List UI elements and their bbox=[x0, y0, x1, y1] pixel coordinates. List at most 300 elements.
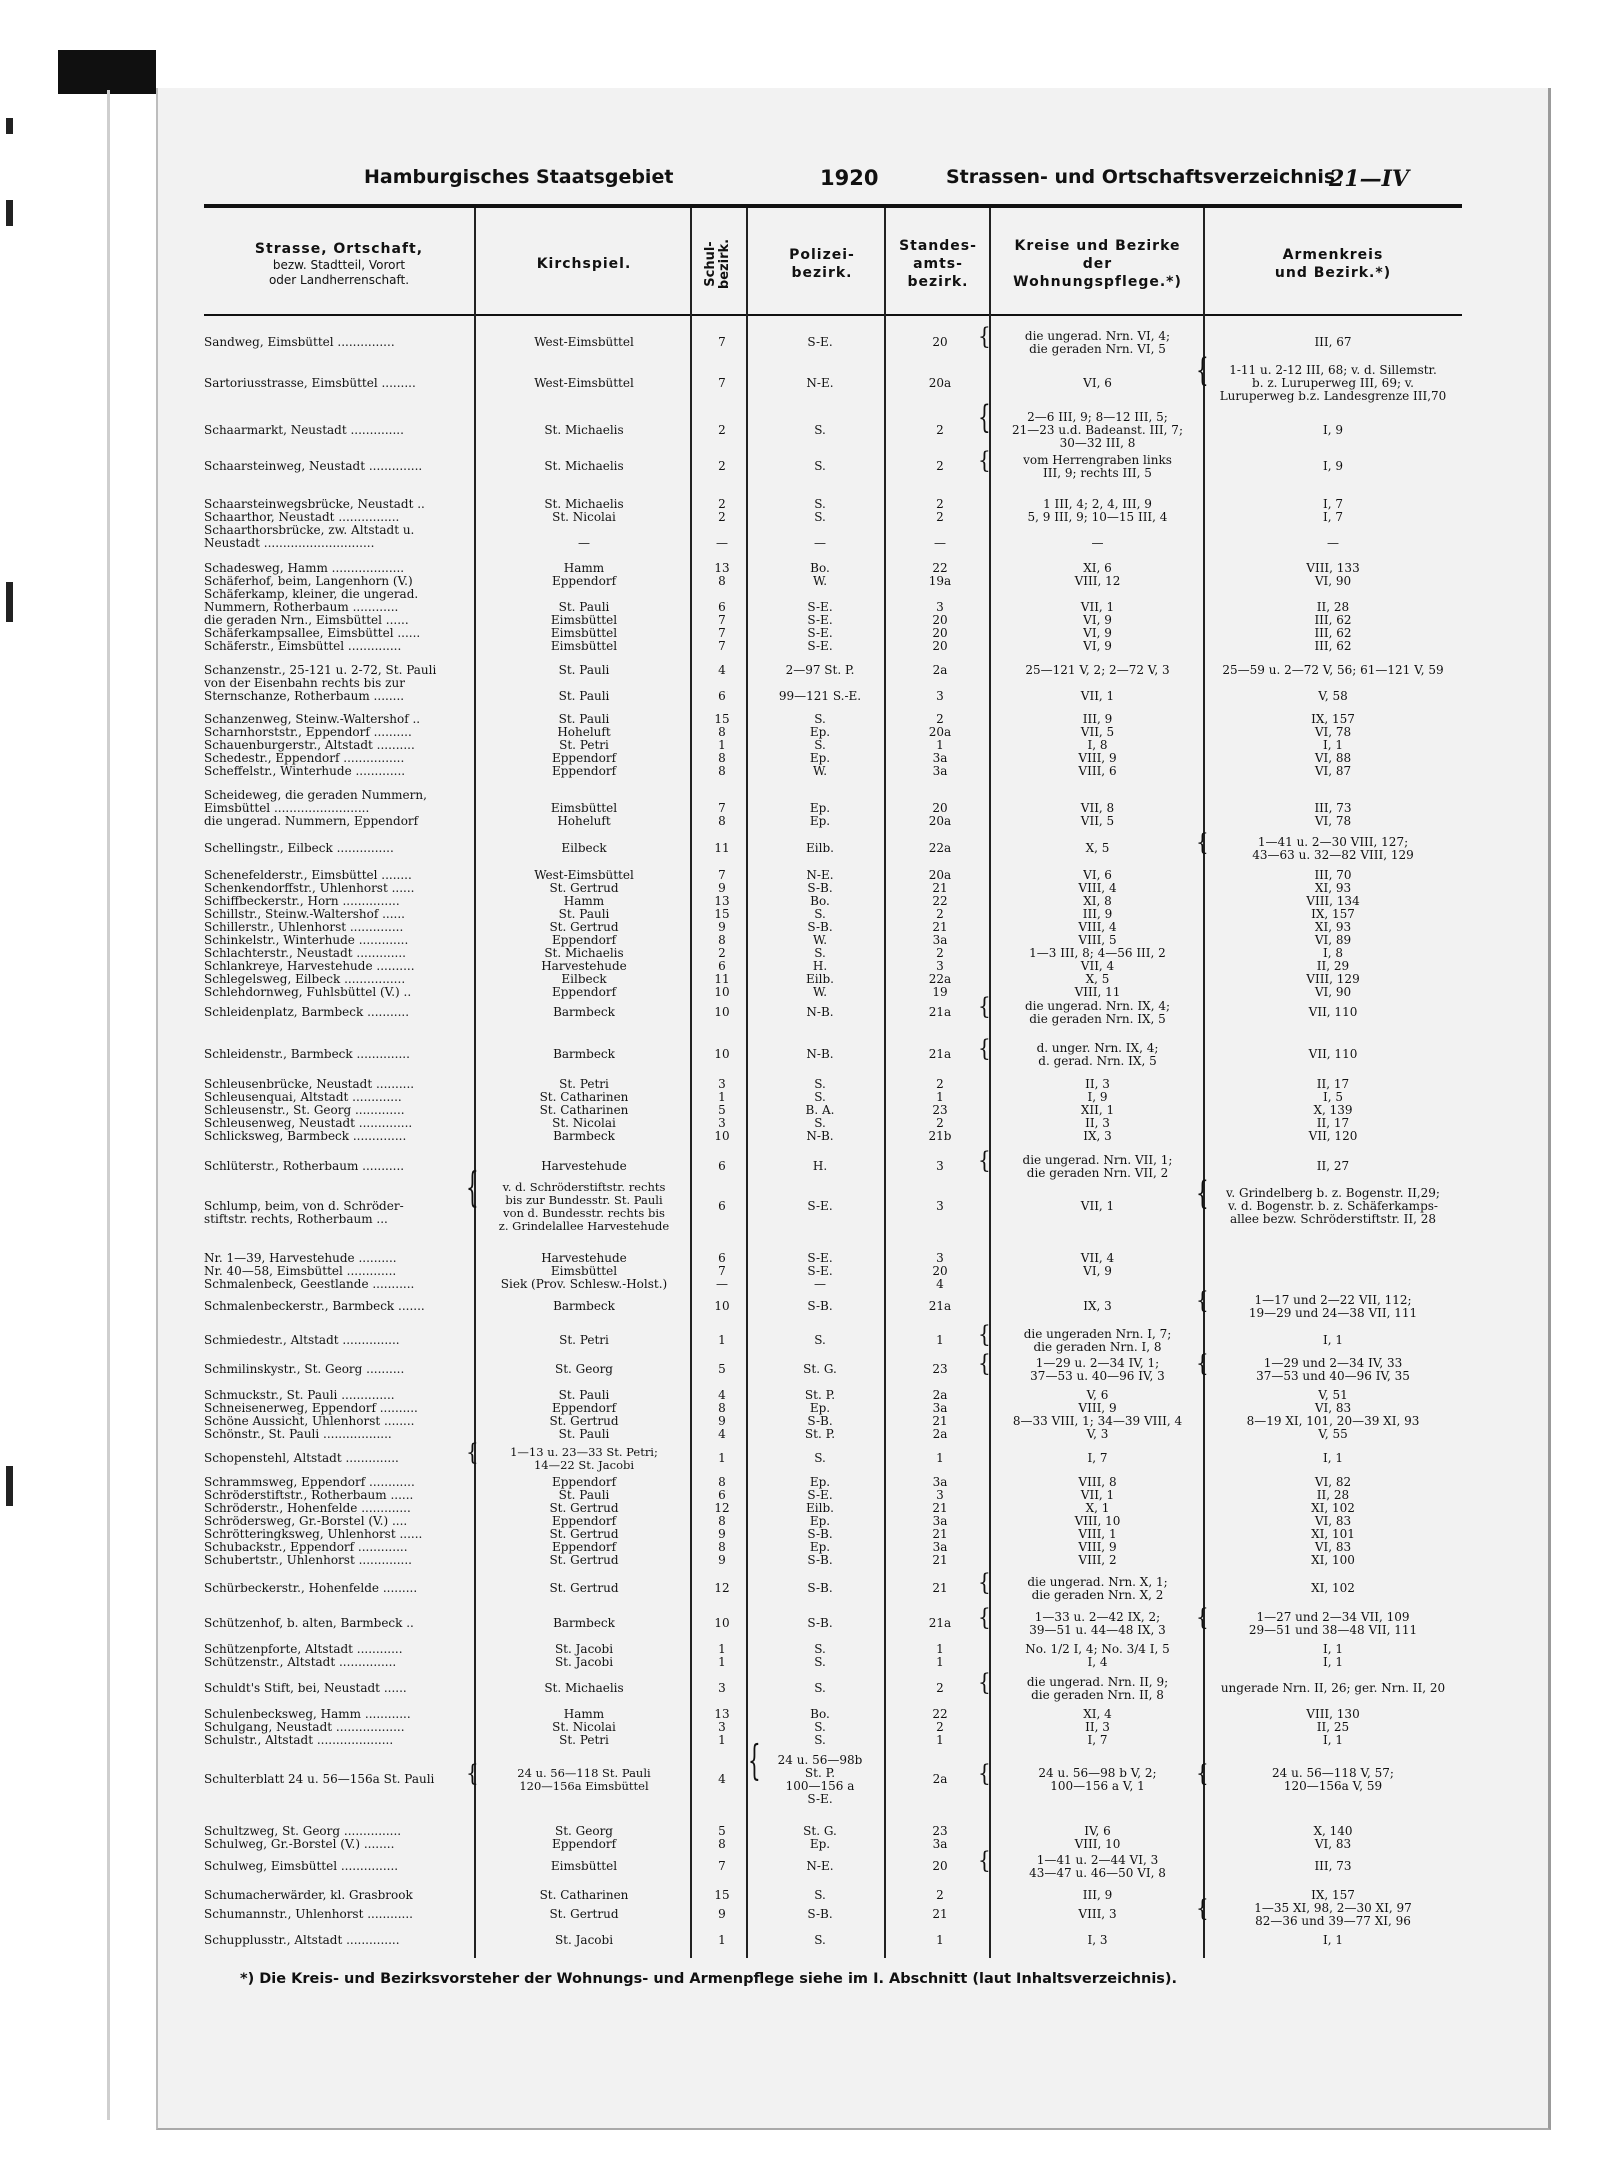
polizeibezirk-cell: B. A. bbox=[805, 1103, 835, 1117]
schulbezirk-cell: 8 bbox=[718, 814, 726, 828]
schulbezirk-cell: 8 bbox=[718, 933, 726, 947]
wohnungspflege-cell: die ungerad. Nrn. II, 9; bbox=[1026, 1674, 1169, 1689]
polizeibezirk-cell: 24 u. 56—98b bbox=[777, 1752, 863, 1767]
standesamt-cell: 21 bbox=[932, 1553, 948, 1567]
standesamt-cell: 21 bbox=[932, 1414, 948, 1428]
wohnungspflege-cell: VIII, 9 bbox=[1078, 1401, 1117, 1415]
kirchspiel-cell: St. Pauli bbox=[558, 663, 610, 677]
kirchspiel-cell: St. Jacobi bbox=[554, 1655, 614, 1669]
kirchspiel-cell: Eimsbüttel bbox=[550, 626, 618, 640]
armenkreis-cell: V, 58 bbox=[1318, 689, 1348, 703]
armenkreis-cell: VI, 83 bbox=[1314, 1540, 1352, 1554]
wohnungspflege-cell: d. unger. Nrn. IX, 4; bbox=[1036, 1040, 1159, 1055]
brace-mark: { bbox=[1196, 1348, 1209, 1377]
col-title-line: Schul- bbox=[702, 241, 718, 287]
standesamt-cell: 2 bbox=[936, 712, 944, 726]
polizeibezirk-cell: S. bbox=[814, 1655, 826, 1669]
kirchspiel-cell: Eilbeck bbox=[561, 972, 607, 986]
polizeibezirk-cell: S. bbox=[814, 1077, 826, 1091]
wohnungspflege-cell: die ungeraden Nrn. I, 7; bbox=[1023, 1326, 1172, 1341]
polizeibezirk-cell: S. bbox=[814, 946, 826, 960]
kirchspiel-cell: West-Eimsbüttel bbox=[534, 335, 634, 349]
schulbezirk-cell: 15 bbox=[714, 712, 730, 726]
street-cell: Schubertstr., Uhlenhorst .............. bbox=[204, 1554, 412, 1567]
armenkreis-cell: VIII, 130 bbox=[1306, 1707, 1360, 1721]
kirchspiel-cell: St. Jacobi bbox=[554, 1933, 614, 1947]
schulbezirk-cell: 7 bbox=[718, 801, 726, 815]
footnote: *) Die Kreis- und Bezirksvorsteher der Wohnungs- und Armenpflege siehe im I. Abschnitt (laut Inhaltsverzeichnis). bbox=[240, 1971, 1178, 1987]
schulbezirk-cell: 12 bbox=[714, 1581, 730, 1595]
schulbezirk-cell: 7 bbox=[718, 626, 726, 640]
standesamt-cell: 21a bbox=[928, 1616, 952, 1630]
schulbezirk-cell: 11 bbox=[714, 972, 730, 986]
polizeibezirk-cell: S. bbox=[814, 1720, 826, 1734]
wohnungspflege-cell: VII, 1 bbox=[1080, 689, 1115, 703]
kirchspiel-cell: St. Pauli bbox=[558, 1488, 610, 1502]
wohnungspflege-cell: I, 9 bbox=[1087, 1090, 1108, 1104]
street-cell: Schumacherwärder, kl. Grasbrook bbox=[204, 1889, 413, 1902]
kirchspiel-cell: St. Georg bbox=[554, 1824, 613, 1838]
street-cell: Schenefelderstr., Eimsbüttel ........ bbox=[204, 869, 412, 882]
street-cell: Schlicksweg, Barmbeck .............. bbox=[204, 1130, 407, 1143]
col-title: Kirchspiel. bbox=[536, 256, 632, 272]
kirchspiel-cell: Harvestehude bbox=[541, 1159, 627, 1173]
schulbezirk-cell: 3 bbox=[718, 1116, 726, 1130]
polizeibezirk-cell: Ep. bbox=[809, 751, 831, 765]
standesamt-cell: 3 bbox=[936, 1159, 944, 1173]
armenkreis-cell: IX, 157 bbox=[1311, 907, 1355, 921]
wohnungspflege-cell: I, 3 bbox=[1087, 1933, 1108, 1947]
kirchspiel-cell: St. Nicolai bbox=[552, 1720, 616, 1734]
wohnungspflege-cell: I, 4 bbox=[1087, 1655, 1108, 1669]
street-cell: die geraden Nrn., Eimsbüttel ...... bbox=[204, 614, 409, 627]
polizeibezirk-cell: S. bbox=[814, 1733, 826, 1747]
polizeibezirk-cell: Ep. bbox=[809, 1514, 831, 1528]
armenkreis-cell: VI, 83 bbox=[1314, 1514, 1352, 1528]
street-cell: Schmalenbeckerstr., Barmbeck ....... bbox=[204, 1300, 425, 1313]
street-cell: Schützenpforte, Altstadt ............ bbox=[204, 1643, 403, 1656]
wohnungspflege-cell: die geraden Nrn. I, 8 bbox=[1033, 1339, 1162, 1354]
wohnungspflege-cell: 1—41 u. 2—44 VI, 3 bbox=[1036, 1852, 1159, 1867]
wohnungspflege-cell: VI, 6 bbox=[1083, 868, 1112, 882]
armenkreis-cell: II, 28 bbox=[1316, 600, 1350, 614]
brace-mark: { bbox=[978, 397, 991, 437]
schulbezirk-cell: 10 bbox=[714, 1129, 730, 1143]
schulbezirk-cell: 15 bbox=[714, 1888, 730, 1902]
armenkreis-cell: Luruperweg b.z. Landesgrenze III,70 bbox=[1219, 389, 1447, 403]
polizeibezirk-cell: S. bbox=[814, 712, 826, 726]
brace-mark: { bbox=[978, 321, 991, 350]
head-page-number: 21—IV bbox=[1329, 166, 1409, 192]
wohnungspflege-cell: II, 3 bbox=[1085, 1116, 1110, 1130]
kirchspiel-cell: Hoheluft bbox=[557, 725, 611, 739]
wohnungspflege-cell: die geraden Nrn. VII, 2 bbox=[1026, 1165, 1169, 1180]
armenkreis-cell: VIII, 133 bbox=[1306, 561, 1360, 575]
head-section: Strassen- und Ortschaftsverzeichnis bbox=[946, 166, 1336, 188]
wohnungspflege-cell: 5, 9 III, 9; 10—15 III, 4 bbox=[1027, 510, 1168, 524]
armenkreis-cell: VIII, 134 bbox=[1306, 894, 1360, 908]
wohnungspflege-cell: VIII, 8 bbox=[1078, 1475, 1117, 1489]
wohnungspflege-cell: 24 u. 56—98 b V, 2; bbox=[1038, 1765, 1157, 1780]
wohnungspflege-cell: 25—121 V, 2; 2—72 V, 3 bbox=[1025, 663, 1170, 677]
street-cell: Schenkendorffstr., Uhlenhorst ...... bbox=[204, 882, 415, 895]
armenkreis-cell: II, 28 bbox=[1316, 1488, 1350, 1502]
polizeibezirk-cell: S-E. bbox=[807, 1488, 833, 1502]
armenkreis-cell: II, 25 bbox=[1316, 1720, 1350, 1734]
schulbezirk-cell: 6 bbox=[718, 1251, 726, 1265]
polizeibezirk-cell: S. bbox=[814, 510, 826, 524]
standesamt-cell: 1 bbox=[936, 1642, 944, 1656]
schulbezirk-cell: 4 bbox=[718, 1772, 726, 1786]
armenkreis-cell: 37—53 und 40—96 IV, 35 bbox=[1256, 1368, 1410, 1383]
polizeibezirk-cell: Ep. bbox=[809, 801, 831, 815]
standesamt-cell: 23 bbox=[932, 1103, 948, 1117]
street-cell: Schneisenerweg, Eppendorf .......... bbox=[204, 1402, 418, 1415]
wohnungspflege-cell: III, 9 bbox=[1082, 907, 1113, 921]
col-title: Standes- bbox=[899, 238, 977, 254]
wohnungspflege-cell: VI, 9 bbox=[1083, 1264, 1112, 1278]
standesamt-cell: 22 bbox=[932, 561, 948, 575]
armenkreis-cell: ungerade Nrn. II, 26; ger. Nrn. II, 20 bbox=[1220, 1681, 1446, 1695]
wohnungspflege-cell: 37—53 u. 40—96 IV, 3 bbox=[1030, 1368, 1165, 1383]
polizeibezirk-cell: S. bbox=[814, 1642, 826, 1656]
standesamt-cell: 22 bbox=[932, 1707, 948, 1721]
schulbezirk-cell: 9 bbox=[718, 1553, 726, 1567]
col-sub: bezw. Stadtteil, Vorort bbox=[272, 258, 406, 272]
armenkreis-cell: v. d. Bogenstr. b. z. Schäferkamps- bbox=[1228, 1199, 1438, 1213]
armenkreis-cell: I, 1 bbox=[1322, 1655, 1343, 1669]
armenkreis-cell: VII, 120 bbox=[1308, 1129, 1358, 1143]
wohnungspflege-cell: VIII, 4 bbox=[1078, 920, 1117, 934]
col-title-line: bezirk. bbox=[716, 238, 732, 290]
wohnungspflege-cell: VI, 6 bbox=[1083, 376, 1112, 390]
street-cell: Schützenhof, b. alten, Barmbeck .. bbox=[204, 1617, 414, 1630]
polizeibezirk-cell: H. bbox=[812, 959, 828, 973]
schulbezirk-cell: 9 bbox=[718, 1527, 726, 1541]
wohnungspflege-cell: X, 5 bbox=[1085, 841, 1110, 855]
kirchspiel-cell: West-Eimsbüttel bbox=[534, 868, 634, 882]
armenkreis-cell: 43—63 u. 32—82 VIII, 129 bbox=[1252, 847, 1414, 862]
schulbezirk-cell: 1 bbox=[718, 1733, 726, 1747]
polizeibezirk-cell: 99—121 S.-E. bbox=[778, 689, 862, 703]
street-cell: stiftstr. rechts, Rotherbaum ... bbox=[204, 1213, 388, 1226]
wohnungspflege-cell: VIII, 11 bbox=[1074, 985, 1121, 999]
schulbezirk-cell: 8 bbox=[718, 1475, 726, 1489]
wohnungspflege-cell: VIII, 9 bbox=[1078, 751, 1117, 765]
kirchspiel-cell: St. Pauli bbox=[558, 1388, 610, 1402]
kirchspiel-cell: 1—13 u. 23—33 St. Petri; bbox=[510, 1444, 658, 1459]
polizeibezirk-cell: Bo. bbox=[810, 894, 830, 908]
street-cell: Schulenbecksweg, Hamm ............ bbox=[204, 1708, 411, 1721]
street-cell: Schmilinskystr., St. Georg .......... bbox=[204, 1363, 405, 1376]
armenkreis-cell: VI, 83 bbox=[1314, 1837, 1352, 1851]
armenkreis-cell: I, 5 bbox=[1322, 1090, 1343, 1104]
street-cell: Schillerstr., Uhlenhorst .............. bbox=[204, 921, 404, 934]
wohnungspflege-cell: VIII, 9 bbox=[1078, 1540, 1117, 1554]
armenkreis-cell: VI, 89 bbox=[1314, 933, 1352, 947]
standesamt-cell: 20a bbox=[928, 868, 952, 882]
street-cell: Schedestr., Eppendorf ................ bbox=[204, 752, 405, 765]
standesamt-cell: 21 bbox=[932, 1581, 948, 1595]
schulbezirk-cell: 8 bbox=[718, 725, 726, 739]
schulbezirk-cell: 15 bbox=[714, 907, 730, 921]
polizeibezirk-cell: S-E. bbox=[807, 1264, 833, 1278]
kirchspiel-cell: 14—22 St. Jacobi bbox=[533, 1457, 635, 1472]
schulbezirk-cell: — bbox=[716, 536, 728, 550]
kirchspiel-cell: Eimsbüttel bbox=[550, 801, 618, 815]
armenkreis-cell: 120—156a V, 59 bbox=[1283, 1778, 1383, 1793]
polizeibezirk-cell: W. bbox=[812, 574, 828, 588]
kirchspiel-cell: Barmbeck bbox=[553, 1299, 615, 1313]
polizeibezirk-cell: St. P. bbox=[804, 1765, 836, 1780]
brace-mark: { bbox=[978, 1667, 991, 1696]
kirchspiel-cell: Eimsbüttel bbox=[550, 639, 618, 653]
wohnungspflege-cell: VI, 9 bbox=[1083, 613, 1112, 627]
standesamt-cell: 20 bbox=[932, 626, 948, 640]
schulbezirk-cell: 6 bbox=[718, 1159, 726, 1173]
street-cell: Schaarmarkt, Neustadt .............. bbox=[204, 424, 404, 437]
kirchspiel-cell: St. Pauli bbox=[558, 689, 610, 703]
kirchspiel-cell: 120—156a Eimsbüttel bbox=[519, 1778, 649, 1793]
wohnungspflege-cell: XI, 4 bbox=[1083, 1707, 1112, 1721]
kirchspiel-cell: St. Catharinen bbox=[539, 1090, 629, 1104]
armenkreis-cell: II, 17 bbox=[1316, 1077, 1350, 1091]
armenkreis-cell: I, 1 bbox=[1322, 1451, 1343, 1465]
brace-mark: { bbox=[1196, 827, 1209, 856]
street-cell: Schaarsteinweg, Neustadt .............. bbox=[204, 460, 423, 473]
armenkreis-cell: VI, 88 bbox=[1314, 751, 1352, 765]
armenkreis-cell: 8—19 XI, 101, 20—39 XI, 93 bbox=[1246, 1414, 1420, 1428]
street-cell: Schopenstehl, Altstadt .............. bbox=[204, 1452, 399, 1465]
wohnungspflege-cell: VIII, 12 bbox=[1074, 574, 1121, 588]
wohnungspflege-cell: 100—156 a V, 1 bbox=[1050, 1778, 1145, 1793]
street-cell: Schuldt's Stift, bei, Neustadt ...... bbox=[204, 1682, 407, 1695]
standesamt-cell: 4 bbox=[936, 1277, 944, 1291]
street-cell: Schanzenstr., 25-121 u. 2-72, St. Pauli bbox=[204, 664, 437, 677]
standesamt-cell: 23 bbox=[932, 1824, 948, 1838]
street-cell: Schanzenweg, Steinw.-Waltershof .. bbox=[204, 713, 421, 726]
polizeibezirk-cell: Ep. bbox=[809, 1401, 831, 1415]
street-cell: Schürbeckerstr., Hohenfelde ......... bbox=[204, 1582, 418, 1595]
standesamt-cell: 20 bbox=[932, 1264, 948, 1278]
street-cell: Schulstr., Altstadt .................... bbox=[204, 1734, 394, 1747]
standesamt-cell: 3a bbox=[932, 751, 948, 765]
polizeibezirk-cell: Ep. bbox=[809, 1837, 831, 1851]
street-cell: Schinkelstr., Winterhude ............. bbox=[204, 934, 409, 947]
kirchspiel-cell: Barmbeck bbox=[553, 1616, 615, 1630]
standesamt-cell: 22a bbox=[928, 972, 952, 986]
kirchspiel-cell: Eppendorf bbox=[551, 1540, 617, 1554]
standesamt-cell: 21 bbox=[932, 1527, 948, 1541]
schulbezirk-cell: 4 bbox=[718, 663, 726, 677]
armenkreis-cell: allee bezw. Schröderstiftstr. II, 28 bbox=[1229, 1212, 1437, 1226]
schulbezirk-cell: — bbox=[716, 1277, 728, 1291]
kirchspiel-cell: St. Nicolai bbox=[552, 1116, 616, 1130]
brace-mark: { bbox=[978, 1602, 991, 1631]
street-cell: Schönstr., St. Pauli .................. bbox=[204, 1428, 392, 1441]
standesamt-cell: 2 bbox=[936, 1681, 944, 1695]
armenkreis-cell: VI, 78 bbox=[1314, 725, 1352, 739]
standesamt-cell: 3a bbox=[932, 1401, 948, 1415]
polizeibezirk-cell: S. bbox=[814, 1333, 826, 1347]
kirchspiel-cell: St. Pauli bbox=[558, 907, 610, 921]
kirchspiel-cell: St. Gertrud bbox=[549, 920, 619, 934]
kirchspiel-cell: 24 u. 56—118 St. Pauli bbox=[517, 1765, 651, 1780]
street-cell: Schlüterstr., Rotherbaum ........... bbox=[204, 1160, 405, 1173]
armenkreis-cell: 25—59 u. 2—72 V, 56; 61—121 V, 59 bbox=[1222, 663, 1444, 677]
wohnungspflege-cell: I, 8 bbox=[1087, 738, 1108, 752]
polizeibezirk-cell: St. G. bbox=[803, 1362, 837, 1376]
street-cell: Schauenburgerstr., Altstadt .......... bbox=[204, 739, 415, 752]
armenkreis-cell: IX, 157 bbox=[1311, 712, 1355, 726]
schulbezirk-cell: 4 bbox=[718, 1427, 726, 1441]
standesamt-cell: 3 bbox=[936, 1199, 944, 1213]
standesamt-cell: 20a bbox=[928, 814, 952, 828]
kirchspiel-cell: Siek (Prov. Schlesw.-Holst.) bbox=[500, 1277, 668, 1291]
armenkreis-cell: 1—35 XI, 98, 2—30 XI, 97 bbox=[1254, 1900, 1412, 1915]
armenkreis-cell: II, 17 bbox=[1316, 1116, 1350, 1130]
street-cell: Schrammsweg, Eppendorf ............ bbox=[204, 1476, 415, 1489]
wohnungspflege-cell: VII, 8 bbox=[1080, 801, 1115, 815]
street-cell: Schaarsteinwegsbrücke, Neustadt .. bbox=[204, 498, 425, 511]
schulbezirk-cell: 10 bbox=[714, 1299, 730, 1313]
street-cell: Schäferstr., Eimsbüttel .............. bbox=[204, 640, 402, 653]
kirchspiel-cell: Eppendorf bbox=[551, 751, 617, 765]
street-cell: Schleidenstr., Barmbeck .............. bbox=[204, 1048, 410, 1061]
brace-mark: { bbox=[1196, 1893, 1209, 1922]
schulbezirk-cell: 1 bbox=[718, 1451, 726, 1465]
polizeibezirk-cell: Eilb. bbox=[806, 841, 834, 855]
standesamt-cell: 20 bbox=[932, 639, 948, 653]
standesamt-cell: 2 bbox=[936, 907, 944, 921]
standesamt-cell: 20 bbox=[932, 801, 948, 815]
brace-mark: { bbox=[466, 1437, 479, 1466]
standesamt-cell: 3 bbox=[936, 1488, 944, 1502]
polizeibezirk-cell: H. bbox=[812, 1159, 828, 1173]
schulbezirk-cell: 8 bbox=[718, 764, 726, 778]
street-cell: Scheideweg, die geraden Nummern, bbox=[204, 789, 427, 802]
wohnungspflege-cell: VIII, 10 bbox=[1074, 1514, 1121, 1528]
kirchspiel-cell: St. Petri bbox=[559, 1733, 609, 1747]
armenkreis-cell: III, 62 bbox=[1314, 639, 1352, 653]
standesamt-cell: 1 bbox=[936, 1733, 944, 1747]
armenkreis-cell: VI, 90 bbox=[1314, 985, 1352, 999]
street-cell: Nr. 40—58, Eimsbüttel ............. bbox=[204, 1265, 397, 1278]
polizeibezirk-cell: Bo. bbox=[810, 1707, 830, 1721]
kirchspiel-cell: St. Pauli bbox=[558, 712, 610, 726]
wohnungspflege-cell: VIII, 1 bbox=[1078, 1527, 1117, 1541]
standesamt-cell: 3a bbox=[932, 933, 948, 947]
wohnungspflege-cell: VIII, 3 bbox=[1078, 1907, 1117, 1921]
wohnungspflege-cell: III, 9 bbox=[1082, 712, 1113, 726]
col-title: bezirk. bbox=[907, 274, 969, 290]
brace-mark: { bbox=[748, 1734, 761, 1785]
standesamt-cell: 3 bbox=[936, 689, 944, 703]
wohnungspflege-cell: VII, 1 bbox=[1080, 600, 1115, 614]
standesamt-cell: 21 bbox=[932, 920, 948, 934]
polizeibezirk-cell: St. P. bbox=[804, 1388, 836, 1402]
wohnungspflege-cell: VI, 9 bbox=[1083, 639, 1112, 653]
kirchspiel-cell: Eppendorf bbox=[551, 1401, 617, 1415]
polizeibezirk-cell: S. bbox=[814, 1933, 826, 1947]
schulbezirk-cell: 7 bbox=[718, 335, 726, 349]
wohnungspflege-cell: IX, 3 bbox=[1083, 1299, 1112, 1313]
col-title: Armenkreis bbox=[1282, 247, 1384, 263]
schulbezirk-cell: 10 bbox=[714, 1047, 730, 1061]
kirchspiel-cell: Eimsbüttel bbox=[550, 1264, 618, 1278]
polizeibezirk-cell: S-E. bbox=[807, 1199, 833, 1213]
armenkreis-cell: 1—29 und 2—34 IV, 33 bbox=[1263, 1355, 1403, 1370]
polizeibezirk-cell: Ep. bbox=[809, 814, 831, 828]
head-year: 1920 bbox=[820, 166, 879, 190]
standesamt-cell: 1 bbox=[936, 1090, 944, 1104]
brace-mark: { bbox=[1196, 1173, 1209, 1213]
wohnungspflege-cell: die ungerad. Nrn. IX, 4; bbox=[1024, 998, 1171, 1013]
armenkreis-cell: I, 9 bbox=[1322, 459, 1343, 473]
street-cell: Schleidenplatz, Barmbeck ........... bbox=[204, 1006, 410, 1019]
standesamt-cell: 3 bbox=[936, 959, 944, 973]
wohnungspflege-cell: VIII, 2 bbox=[1078, 1553, 1117, 1567]
standesamt-cell: 1 bbox=[936, 1655, 944, 1669]
kirchspiel-cell: Eppendorf bbox=[551, 1514, 617, 1528]
street-cell: Schäferhof, beim, Langenhorn (V.) bbox=[204, 575, 413, 588]
kirchspiel-cell: Eppendorf bbox=[551, 1837, 617, 1851]
kirchspiel-cell: St. Gertrud bbox=[549, 1581, 619, 1595]
armenkreis-cell: 82—36 und 39—77 XI, 96 bbox=[1255, 1913, 1411, 1928]
armenkreis-cell: I, 1 bbox=[1322, 1642, 1343, 1656]
brace-mark: { bbox=[978, 1145, 991, 1174]
armenkreis-cell: VI, 87 bbox=[1314, 764, 1352, 778]
armenkreis-cell: 1-11 u. 2-12 III, 68; v. d. Sillemstr. bbox=[1229, 363, 1437, 377]
polizeibezirk-cell: 100—156 a bbox=[785, 1778, 855, 1793]
wohnungspflege-cell: 39—51 u. 44—48 IX, 3 bbox=[1029, 1622, 1166, 1637]
wohnungspflege-cell: I, 7 bbox=[1087, 1733, 1108, 1747]
wohnungspflege-cell: VII, 4 bbox=[1080, 1251, 1115, 1265]
col-title: Wohnungspflege.*) bbox=[1013, 274, 1182, 290]
schulbezirk-cell: 6 bbox=[718, 1199, 726, 1213]
armenkreis-cell: XI, 101 bbox=[1311, 1527, 1355, 1541]
wohnungspflege-cell: 21—23 u.d. Badeanst. III, 7; bbox=[1012, 423, 1183, 437]
schulbezirk-cell: 9 bbox=[718, 1907, 726, 1921]
wohnungspflege-cell: VIII, 10 bbox=[1074, 1837, 1121, 1851]
polizeibezirk-cell: S. bbox=[814, 1888, 826, 1902]
wohnungspflege-cell: 8—33 VIII, 1; 34—39 VIII, 4 bbox=[1012, 1414, 1183, 1428]
street-cell: Scharnhorststr., Eppendorf .......... bbox=[204, 726, 412, 739]
col-title: Strasse, Ortschaft, bbox=[254, 241, 424, 257]
schulbezirk-cell: 7 bbox=[718, 1859, 726, 1873]
wohnungspflege-cell: I, 7 bbox=[1087, 1451, 1108, 1465]
kirchspiel-cell: Eppendorf bbox=[551, 574, 617, 588]
schulbezirk-cell: 1 bbox=[718, 1933, 726, 1947]
standesamt-cell: 3a bbox=[932, 1540, 948, 1554]
polizeibezirk-cell: Bo. bbox=[810, 561, 830, 575]
schulbezirk-cell: 1 bbox=[718, 1090, 726, 1104]
street-cell: Schadesweg, Hamm ................... bbox=[204, 562, 405, 575]
standesamt-cell: 2 bbox=[936, 510, 944, 524]
wohnungspflege-cell: VIII, 6 bbox=[1078, 764, 1117, 778]
schulbezirk-cell: 1 bbox=[718, 1333, 726, 1347]
kirchspiel-cell: Hamm bbox=[563, 894, 605, 908]
polizeibezirk-cell: S-E. bbox=[807, 1791, 833, 1806]
schulbezirk-cell: 10 bbox=[714, 985, 730, 999]
standesamt-cell: 1 bbox=[936, 1933, 944, 1947]
kirchspiel-cell: St. Gertrud bbox=[549, 1907, 619, 1921]
street-cell: Sandweg, Eimsbüttel ............... bbox=[204, 336, 395, 349]
polizeibezirk-cell: N-B. bbox=[806, 1047, 834, 1061]
street-cell: Schäferkamp, kleiner, die ungerad. bbox=[204, 588, 419, 601]
street-cell: Schupplusstr., Altstadt .............. bbox=[204, 1934, 400, 1947]
schulbezirk-cell: 8 bbox=[718, 1540, 726, 1554]
